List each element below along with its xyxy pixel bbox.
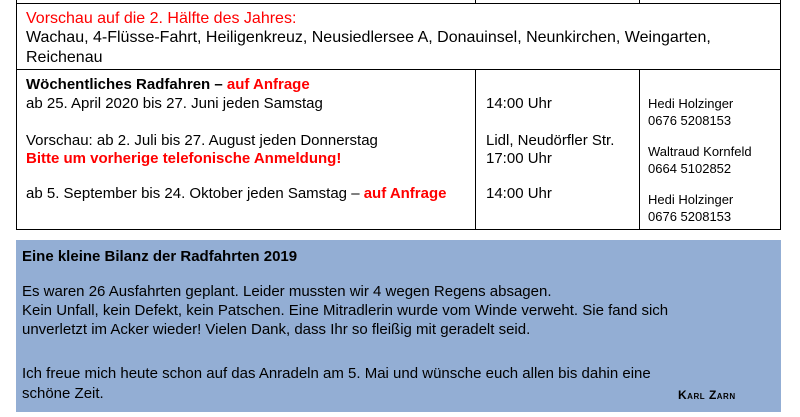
weekly-row2-text: Vorschau: ab 2. Juli bis 27. August jeden Donnerstag [26,132,378,149]
weekly-row2-note: Bitte um vorherige telefonische Anmeldung! [26,150,342,167]
table-border-left [16,0,17,230]
table-divider-mid [16,69,781,70]
bilanz-p2-line1: Ich freue mich heute schon auf das Anradeln am 5. Mai und wünsche euch allen bis dahin eine [22,365,651,382]
column-stub-2 [639,0,640,4]
bilanz-p2-line2: schöne Zeit. [22,385,104,402]
contact-1-name: Hedi Holzinger [648,96,734,111]
table-border-bottom [16,229,781,230]
weekly-title-suffix: auf Anfrage [226,76,310,93]
column-divider-2 [639,69,640,230]
bilanz-p1-line3: unverletzt im Acker wieder! Vielen Dank, dass Ihr so fleißig mit geradelt seid. [22,321,531,338]
time-3: 14:00 Uhr [486,185,552,202]
contact-1-phone: 0676 5208153 [648,113,732,128]
location-2: Lidl, Neudörfler Str. [486,132,615,149]
contact-2-phone: 0664 5102852 [648,161,732,176]
weekly-row3 [26,186,447,201]
bilanz-p1-line2: Kein Unfall, kein Defekt, kein Patschen. Eine Mitradlerin wurde vom Winde verweht. Sie fand sich [22,302,669,319]
preview-destinations-line1: Wachau, 4-Flüsse-Fahrt, Heiligenkreuz, Neusiedlersee A, Donauinsel, Neunkirchen, Weingarten, [26,29,711,46]
preview-heading: Vorschau auf die 2. Hälfte des Jahres: [26,10,297,27]
table-border-right [780,0,781,230]
weekly-row3-text: ab 5. September bis 24. Oktober jeden Samstag – [26,185,364,202]
weekly-title-prefix: Wöchentliches Radfahren – [26,76,227,93]
bilanz-box [16,240,781,412]
preview-destinations-line2: Reichenau [26,49,103,66]
contact-3-phone: 0676 5208153 [648,209,732,224]
table-divider-top [16,3,781,4]
schedule-table [16,0,781,230]
bilanz-signature: Karl Zarn [678,388,736,402]
time-1: 14:00 Uhr [486,95,552,112]
time-2: 17:00 Uhr [486,150,552,167]
contact-3-name: Hedi Holzinger [648,192,734,207]
column-divider-1 [475,69,476,230]
weekly-title [26,77,310,92]
weekly-row1-text: ab 25. April 2020 bis 27. Juni jeden Samstag [26,95,323,112]
column-stub-1 [475,0,476,4]
contact-2-name: Waltraud Kornfeld [648,144,752,159]
bilanz-p1-line1: Es waren 26 Ausfahrten geplant. Leider mussten wir 4 wegen Regens absagen. [22,283,552,300]
bilanz-title: Eine kleine Bilanz der Radfahrten 2019 [22,248,298,265]
weekly-row3-suffix: auf Anfrage [363,185,447,202]
